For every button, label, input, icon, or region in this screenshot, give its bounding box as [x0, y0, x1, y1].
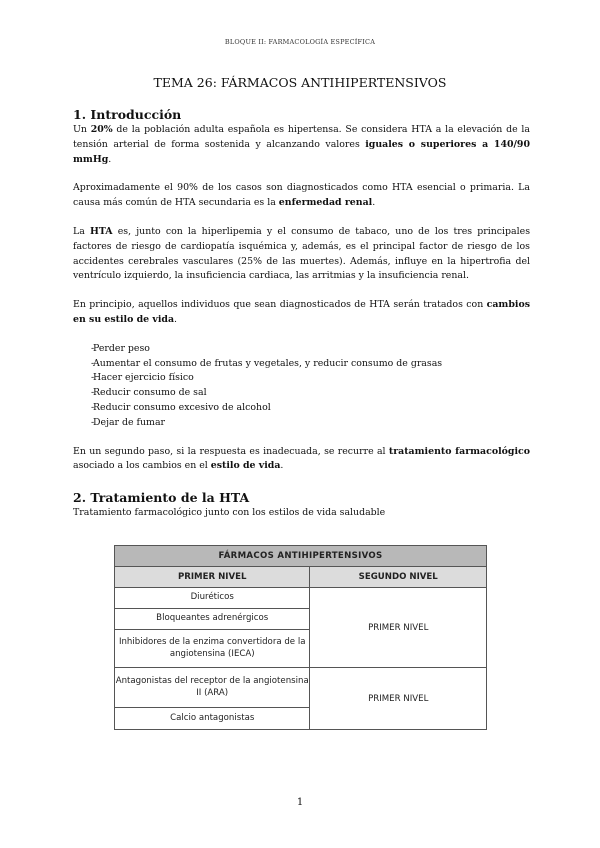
- document-body: [73, 107, 530, 521]
- list-item: - Reducir consumo de sal: [73, 386, 530, 401]
- list-item: - Perder peso: [73, 342, 530, 357]
- column-header-first-level: PRIMER NIVEL: [115, 567, 310, 588]
- table-cell-drug: Diuréticos: [115, 588, 310, 609]
- list-item: - Dejar de fumar: [73, 416, 530, 431]
- column-header-second-level: SEGUNDO NIVEL: [310, 567, 487, 588]
- table-cell-level: PRIMER NIVEL: [310, 588, 487, 668]
- list-item: - Hacer ejercicio físico: [73, 371, 530, 386]
- intro-paragraph-2: Aproximadamente el 90% de los casos son diagnosticados como HTA esencial o primaria. La causa más común de HTA secundaria es la enfermedad renal.: [73, 182, 530, 209]
- table-title: FÁRMACOS ANTIHIPERTENSIVOS: [115, 546, 487, 567]
- intro-paragraph-4: En principio, aquellos individuos que sean diagnosticados de HTA serán tratados con cambios en su estilo de vida.: [73, 299, 530, 325]
- treatment-paragraph: Tratamiento farmacológico junto con los estilos de vida saludable: [73, 507, 386, 519]
- lifestyle-list: [73, 342, 530, 431]
- document-title: TEMA 26: FÁRMACOS ANTIHIPERTENSIVOS: [153, 75, 447, 90]
- intro-paragraph-3: La HTA es, junto con la hiperlipemia y el consumo de tabaco, uno de los tres principales factores de riesgo de cardiopatía isquémica y, además, es el principal factor de riesgo de los accidentes cerebrales vasculares (25% de las muertes). Además, influye en la hipertrofia del ventrículo izquierdo, la insuficiencia cardiaca, las arritmias y la insuficiencia renal.: [73, 225, 530, 282]
- page-number: 1: [296, 797, 304, 808]
- list-item: - Aumentar el consumo de frutas y vegetales, y reducir consumo de grasas: [73, 357, 530, 372]
- table-cell-drug: Antagonistas del receptor de la angiotensina II (ARA): [115, 668, 310, 708]
- table-cell-drug: Inhibidores de la enzima convertidora de la angiotensina (IECA): [115, 630, 310, 668]
- section-1-heading: 1. Introducción: [73, 107, 182, 122]
- list-item: - Reducir consumo excesivo de alcohol: [73, 401, 530, 416]
- section-2-heading: 2. Tratamiento de la HTA: [73, 490, 250, 506]
- table-cell-drug: Calcio antagonistas: [115, 708, 310, 730]
- antihypertensive-table: [114, 545, 487, 730]
- intro-paragraph-5: En un segundo paso, si la respuesta es inadecuada, se recurre al tratamiento farmacológico asociado a los cambios en el estilo de vida.: [73, 445, 530, 472]
- table-cell-level: PRIMER NIVEL: [310, 668, 487, 730]
- drugs-table-wrapper: [114, 545, 487, 730]
- running-header: BLOQUE II: FARMACOLOGÍA ESPECÍFICA: [224, 38, 376, 46]
- table-cell-drug: Bloqueantes adrenérgicos: [115, 609, 310, 630]
- intro-paragraph-1: Un 20% de la población adulta española es hipertensa. Se considera HTA a la elevación de la tensión arterial de forma sostenida y alcanzando valores iguales o superiores a 140/90 mmHg.: [73, 124, 530, 165]
